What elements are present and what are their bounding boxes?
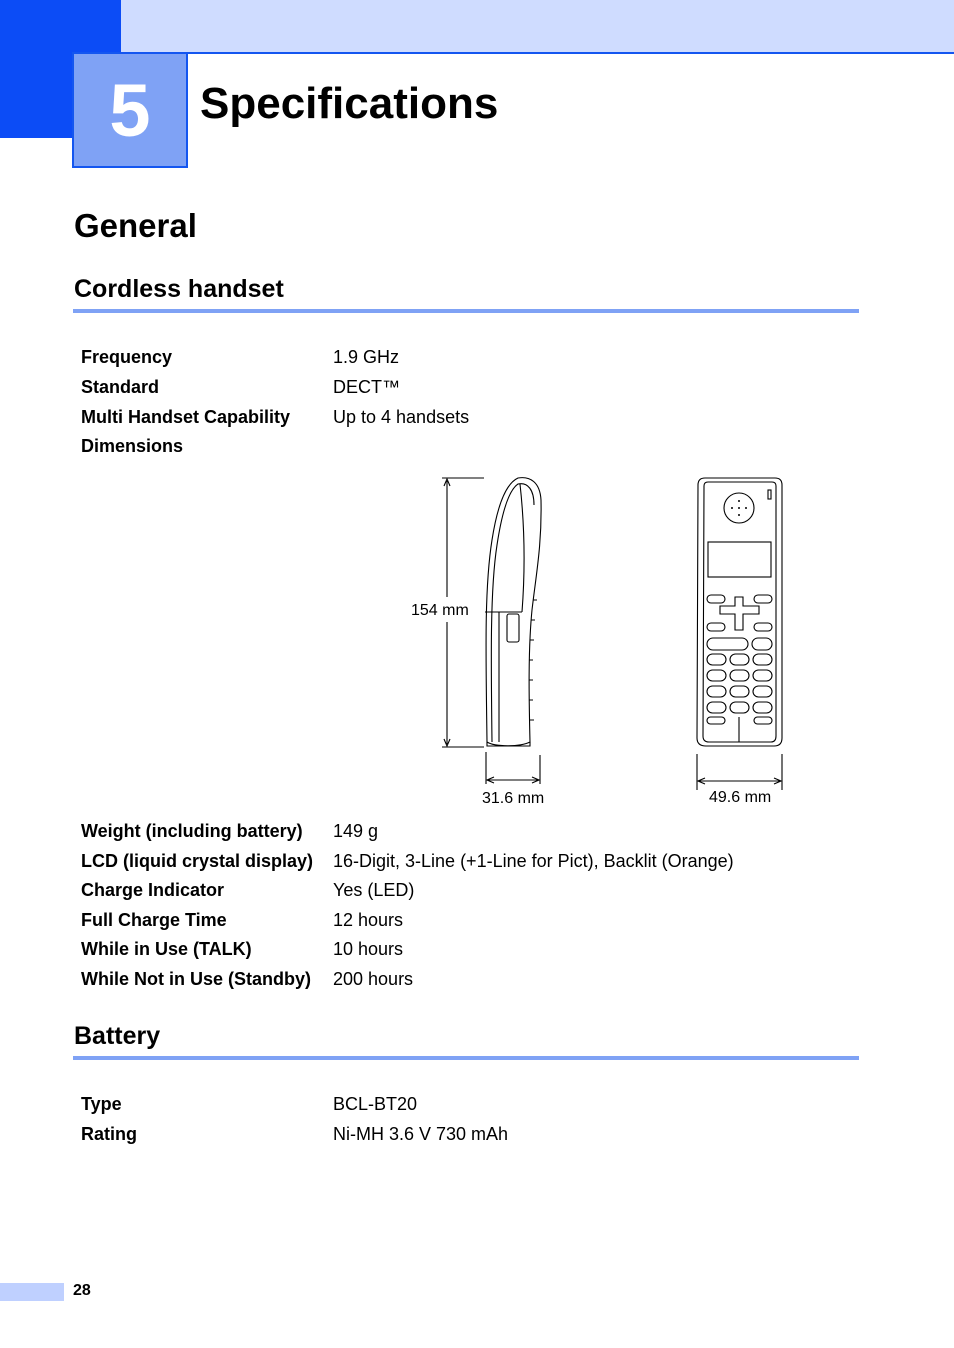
spec-label: Type <box>81 1094 122 1114</box>
spec-label: Standard <box>81 377 160 397</box>
spec-value: Ni-MH 3.6 V 730 mAh <box>333 1124 509 1144</box>
spec-value: BCL-BT20 <box>333 1094 418 1114</box>
section-title: General <box>74 207 197 244</box>
dimension-width-label: 49.6 mm <box>709 789 772 806</box>
spec-row-weight <box>81 818 881 844</box>
spec-row-talk-time <box>81 936 881 962</box>
spec-row-battery-rating <box>81 1121 881 1147</box>
page-number: 28 <box>73 1282 91 1299</box>
battery-heading-rule <box>73 1056 859 1060</box>
earpiece-holes <box>731 500 747 516</box>
spec-row-battery-type <box>81 1091 881 1117</box>
spec-label: Weight (including battery) <box>81 821 303 841</box>
handset-heading: Cordless handset <box>74 275 284 303</box>
handset-front-view <box>697 478 782 746</box>
spec-value: Yes (LED) <box>333 880 415 900</box>
page-number-bar <box>0 1283 64 1301</box>
spec-value: 12 hours <box>333 910 404 930</box>
spec-row-standby-time <box>81 966 881 992</box>
handset-side-view <box>485 478 541 746</box>
spec-label: Rating <box>81 1124 137 1144</box>
spec-row-charge-indicator <box>81 877 881 903</box>
chapter-number: 5 <box>109 69 151 152</box>
spec-value: 149 g <box>333 821 379 841</box>
spec-value: DECT™ <box>333 377 400 397</box>
chapter-title: Specifications <box>200 79 499 128</box>
spec-label: Multi Handset Capability <box>81 407 291 427</box>
spec-value: Up to 4 handsets <box>333 407 470 427</box>
spec-value: 200 hours <box>333 969 414 989</box>
spec-label: LCD (liquid crystal display) <box>81 851 314 871</box>
spec-value: 1.9 GHz <box>333 347 400 367</box>
spec-value: 10 hours <box>333 939 404 959</box>
spec-row-lcd <box>81 848 881 874</box>
spec-label: While in Use (TALK) <box>81 939 252 959</box>
spec-label: Full Charge Time <box>81 910 227 930</box>
spec-row-full-charge-time <box>81 907 881 933</box>
dimension-height-label: 154 mm <box>411 602 469 619</box>
spec-label: While Not in Use (Standby) <box>81 969 312 989</box>
spec-label: Dimensions <box>81 436 184 456</box>
spec-value: 16-Digit, 3-Line (+1-Line for Pict), Backlit (Orange) <box>333 851 734 871</box>
spec-label: Charge Indicator <box>81 880 225 900</box>
dimension-depth-label: 31.6 mm <box>482 790 545 807</box>
battery-heading: Battery <box>74 1022 161 1050</box>
spec-label: Frequency <box>81 347 173 367</box>
